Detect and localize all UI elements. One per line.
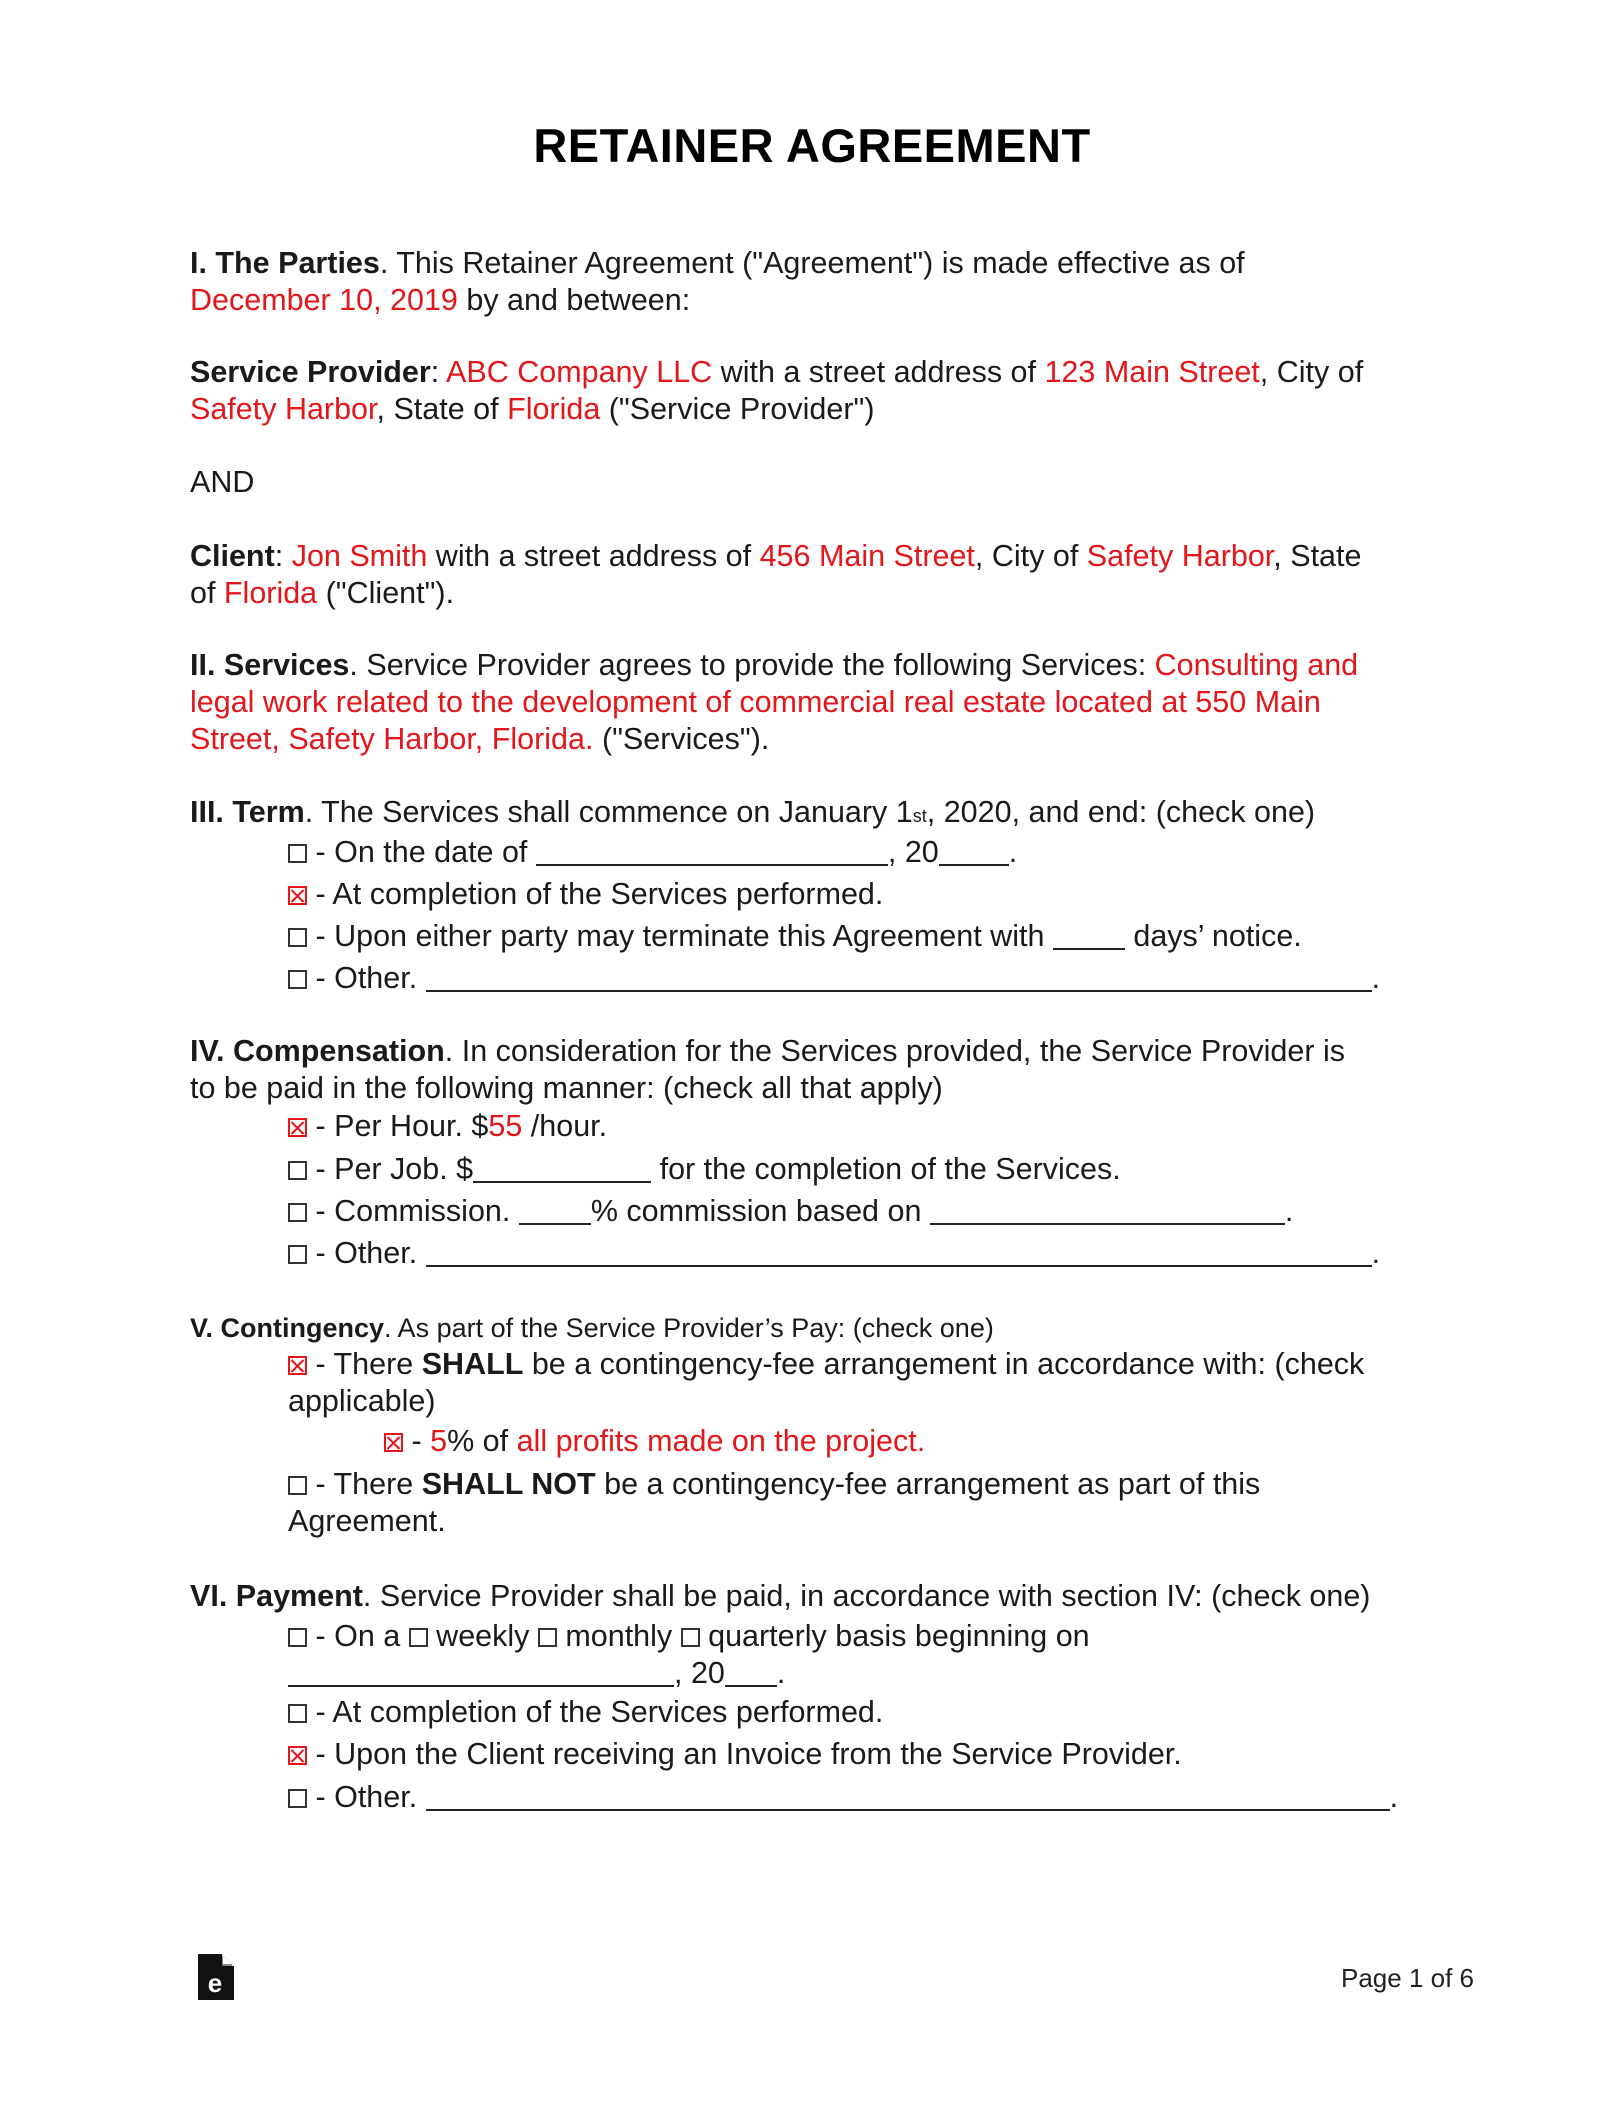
payment-date-end: . bbox=[776, 1656, 786, 1690]
payment-periodic-checkbox[interactable] bbox=[288, 1628, 307, 1647]
sp-address-pre: with a street address of bbox=[712, 355, 1045, 389]
term-date-checkbox[interactable] bbox=[288, 844, 307, 863]
comp-option-job bbox=[288, 1151, 1121, 1188]
section-compensation bbox=[190, 1033, 1440, 1107]
section-client: Client: Jon Smith with a street address of 456 Main Street, City of Safety Harbor, State of Florida ("Client"). bbox=[190, 539, 1362, 610]
term-opt4-label: - Other. bbox=[307, 961, 426, 995]
term-opt1-mid: , 20 bbox=[887, 835, 939, 869]
contingency-shall-pre: - There bbox=[307, 1347, 422, 1381]
payment-invoice-label: - Upon the Client receiving an Invoice from the Service Provider. bbox=[307, 1737, 1182, 1771]
contingency-sub-mid: % of bbox=[447, 1424, 517, 1458]
contingency-shall-not-bold: SHALL NOT bbox=[421, 1467, 596, 1501]
payment-quarterly-label: quarterly basis beginning on bbox=[699, 1619, 1090, 1653]
eforms-logo-icon bbox=[198, 1954, 234, 2000]
comp-commission-basis-blank[interactable] bbox=[930, 1197, 1285, 1225]
term-terminate-checkbox[interactable] bbox=[288, 928, 307, 947]
payment-other-label: - Other. bbox=[307, 1780, 426, 1814]
payment-option-periodic bbox=[288, 1618, 1090, 1655]
contingency-sub-end: . bbox=[916, 1424, 926, 1458]
payment-date-mid: , 20 bbox=[674, 1656, 725, 1690]
contingency-shall-not-post: be a contingency-fee arrangement as part of this bbox=[595, 1467, 1261, 1501]
payment-year-blank[interactable] bbox=[725, 1659, 777, 1687]
client-city-pre: , City of bbox=[974, 539, 1087, 573]
term-option-terminate bbox=[288, 918, 1302, 955]
comp-job-label: - Per Job. $ bbox=[307, 1152, 474, 1186]
payment-quarterly-checkbox[interactable] bbox=[681, 1628, 700, 1647]
payment-option-invoice bbox=[288, 1736, 1182, 1773]
comp-commission-percent-blank[interactable] bbox=[519, 1197, 591, 1225]
client-of-text: of bbox=[190, 576, 224, 610]
parties-intro: . This Retainer Agreement ("Agreement") is made effective as of bbox=[379, 246, 1245, 280]
and-text: AND bbox=[190, 465, 255, 499]
client-address-pre: with a street address of bbox=[427, 539, 760, 573]
term-heading-line bbox=[190, 794, 1315, 835]
term-other-blank[interactable] bbox=[426, 964, 1372, 992]
term-option-completion bbox=[288, 876, 883, 913]
term-days-blank[interactable] bbox=[1053, 922, 1125, 950]
comp-option-hourly bbox=[288, 1108, 607, 1145]
client-city: Safety Harbor bbox=[1086, 539, 1274, 573]
compensation-intro: . In consideration for the Services provided, the Service Provider is bbox=[444, 1034, 1345, 1068]
svg-text:e: e bbox=[207, 1968, 223, 1998]
contingency-heading: V. Contingency bbox=[190, 1313, 385, 1343]
comp-other-label: - Other. bbox=[307, 1236, 426, 1270]
service-provider-address: 123 Main Street bbox=[1044, 355, 1260, 389]
client-state: Florida bbox=[223, 576, 318, 610]
service-provider-state: Florida bbox=[507, 392, 601, 426]
comp-commission-mid: % commission based on bbox=[590, 1194, 930, 1228]
parties-after-date: by and between: bbox=[457, 283, 691, 317]
service-provider-name: ABC Company LLC bbox=[446, 355, 713, 389]
effective-date: December 10, 2019 bbox=[190, 283, 458, 317]
comp-other-blank[interactable] bbox=[426, 1239, 1372, 1267]
comp-commission-checkbox[interactable] bbox=[288, 1203, 307, 1222]
client-address: 456 Main Street bbox=[759, 539, 975, 573]
contingency-basis: all profits made on the project bbox=[516, 1424, 917, 1458]
term-date-blank[interactable] bbox=[536, 838, 888, 866]
comp-other-checkbox[interactable] bbox=[288, 1245, 307, 1264]
client-suffix: ("Client"). bbox=[317, 576, 455, 610]
client-label: Client bbox=[190, 539, 275, 573]
comp-job-blank[interactable] bbox=[473, 1155, 651, 1183]
sp-suffix: ("Service Provider") bbox=[600, 392, 875, 426]
contingency-shall-not-pre: - There bbox=[307, 1467, 422, 1501]
comp-option-commission bbox=[288, 1193, 1293, 1230]
payment-weekly-checkbox[interactable] bbox=[409, 1628, 428, 1647]
comp-hourly-checkbox[interactable] bbox=[288, 1118, 307, 1137]
section-service-provider: Service Provider: ABC Company LLC with a street address of 123 Main Street, City of Safety Harbor, State of Florida ("Service Provider") bbox=[190, 355, 1364, 426]
term-intro-post: , 2020, and end: (check one) bbox=[926, 795, 1316, 829]
contingency-percent: 5 bbox=[430, 1424, 448, 1458]
term-completion-checkbox[interactable] bbox=[288, 886, 307, 905]
term-heading: III. Term bbox=[190, 795, 305, 829]
contingency-shall-post: be a contingency-fee arrangement in accordance with: (check bbox=[523, 1347, 1365, 1381]
comp-hourly-post: /hour. bbox=[522, 1109, 608, 1143]
contingency-heading-line bbox=[190, 1310, 994, 1347]
term-sup: st bbox=[912, 806, 927, 826]
term-option-date bbox=[288, 834, 1017, 871]
sp-city-pre: , City of bbox=[1259, 355, 1364, 389]
payment-other-dot: . bbox=[1389, 1780, 1399, 1814]
services-desc-line1: Consulting and bbox=[1154, 648, 1359, 682]
term-opt3-label: - Upon either party may terminate this Agreement with bbox=[307, 919, 1053, 953]
section-services bbox=[190, 647, 1440, 758]
contingency-intro: . As part of the Service Provider’s Pay: (check one) bbox=[384, 1313, 994, 1343]
client-name: Jon Smith bbox=[291, 539, 428, 573]
contingency-shall-line2: applicable) bbox=[288, 1384, 436, 1418]
comp-job-checkbox[interactable] bbox=[288, 1161, 307, 1180]
payment-heading: VI. Payment bbox=[190, 1579, 363, 1613]
compensation-heading: IV. Compensation bbox=[190, 1034, 445, 1068]
term-year-blank[interactable] bbox=[939, 838, 1009, 866]
payment-monthly-checkbox[interactable] bbox=[538, 1628, 557, 1647]
services-desc-line2: legal work related to the development of commercial real estate located at 550 Main bbox=[190, 685, 1321, 719]
payment-heading-line bbox=[190, 1578, 1370, 1615]
payment-periodic-date-line bbox=[288, 1655, 785, 1692]
term-other-dot: . bbox=[1371, 961, 1381, 995]
comp-commission-label: - Commission. bbox=[307, 1194, 519, 1228]
payment-other-blank[interactable] bbox=[426, 1783, 1390, 1811]
sp-state-pre: , State of bbox=[376, 392, 508, 426]
comp-hourly-rate: 55 bbox=[488, 1109, 523, 1143]
services-heading: II. Services bbox=[190, 648, 350, 682]
payment-option-completion bbox=[288, 1694, 883, 1731]
payment-invoice-checkbox[interactable] bbox=[288, 1746, 307, 1765]
services-intro: . Service Provider agrees to provide the following Services: bbox=[349, 648, 1155, 682]
term-opt3-post: days’ notice. bbox=[1124, 919, 1302, 953]
contingency-shall-not-checkbox[interactable] bbox=[288, 1476, 307, 1495]
payment-option-other bbox=[288, 1779, 1398, 1816]
parties-heading: I. The Parties bbox=[190, 246, 380, 280]
payment-completion-checkbox[interactable] bbox=[288, 1704, 307, 1723]
services-suffix: ("Services"). bbox=[593, 722, 770, 756]
section-parties bbox=[190, 245, 1440, 319]
page-number: Page 1 of 6 bbox=[1341, 1963, 1474, 1993]
contingency-sub-checkbox[interactable] bbox=[384, 1433, 403, 1452]
payment-monthly-label: monthly bbox=[556, 1619, 681, 1653]
service-provider-city: Safety Harbor bbox=[190, 392, 377, 426]
contingency-shall-bold: SHALL bbox=[421, 1347, 524, 1381]
comp-option-other bbox=[288, 1235, 1380, 1272]
contingency-option-shall bbox=[288, 1346, 1448, 1420]
term-opt1-label: - On the date of bbox=[307, 835, 536, 869]
term-opt1-end: . bbox=[1008, 835, 1018, 869]
contingency-option-shall-not bbox=[288, 1466, 1448, 1540]
comp-job-post: for the completion of the Services. bbox=[651, 1152, 1121, 1186]
document-title: RETAINER AGREEMENT bbox=[533, 119, 1091, 172]
contingency-sub-pre: - bbox=[403, 1424, 431, 1458]
payment-completion-label: - At completion of the Services performed. bbox=[307, 1695, 884, 1729]
service-provider-label: Service Provider bbox=[190, 355, 431, 389]
compensation-intro2: to be paid in the following manner: (check all that apply) bbox=[190, 1071, 943, 1105]
term-intro: . The Services shall commence on January 1 bbox=[304, 795, 913, 829]
comp-commission-end: . bbox=[1284, 1194, 1294, 1228]
comp-hourly-label: - Per Hour. $ bbox=[307, 1109, 489, 1143]
payment-other-checkbox[interactable] bbox=[288, 1789, 307, 1808]
services-desc-line3: Street, Safety Harbor, Florida. bbox=[190, 722, 594, 756]
payment-weekly-label: weekly bbox=[427, 1619, 538, 1653]
term-option-other bbox=[288, 960, 1380, 997]
contingency-sub-option bbox=[384, 1423, 925, 1460]
contingency-shall-not-line2: Agreement. bbox=[288, 1504, 446, 1538]
payment-start-date-blank[interactable] bbox=[288, 1659, 674, 1687]
contingency-shall-checkbox[interactable] bbox=[288, 1356, 307, 1375]
payment-periodic-label: - On a bbox=[307, 1619, 409, 1653]
client-state-pre: , State bbox=[1273, 539, 1362, 573]
payment-intro: . Service Provider shall be paid, in accordance with section IV: (check one) bbox=[362, 1579, 1371, 1613]
comp-other-dot: . bbox=[1371, 1236, 1381, 1270]
term-opt2-label: - At completion of the Services performed. bbox=[307, 877, 884, 911]
term-other-checkbox[interactable] bbox=[288, 970, 307, 989]
